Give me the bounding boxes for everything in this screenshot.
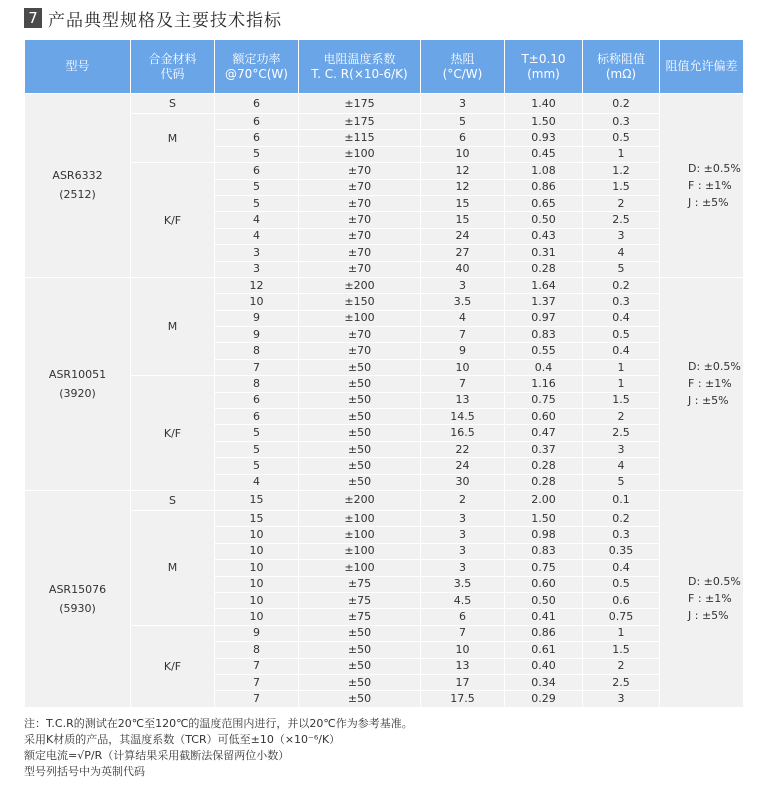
power-cell: 5 bbox=[215, 441, 299, 457]
model-name: ASR10051 bbox=[48, 367, 107, 381]
thermal-resistance-cell: 22 bbox=[421, 441, 505, 457]
tcr-cell: ±70 bbox=[299, 195, 421, 211]
resistance-cell: 0.75 bbox=[583, 609, 660, 625]
tcr-cell: ±75 bbox=[299, 609, 421, 625]
resistance-cell: 1.2 bbox=[583, 163, 660, 179]
thickness-cell: 0.40 bbox=[505, 658, 583, 674]
tcr-cell: ±75 bbox=[299, 576, 421, 592]
thermal-resistance-cell: 12 bbox=[421, 179, 505, 195]
thickness-cell: 0.4 bbox=[505, 359, 583, 375]
column-header-line: T±0.10 bbox=[521, 51, 566, 66]
column-header bbox=[660, 40, 744, 94]
alloy-code-cell: M bbox=[131, 510, 215, 625]
tolerance-line: F : ±1% bbox=[688, 178, 732, 192]
thickness-cell: 0.75 bbox=[505, 560, 583, 576]
tcr-cell: ±175 bbox=[299, 114, 421, 130]
note-line: 采用K材质的产品，其温度系数（TCR）可低至±10（×10⁻⁶/K） bbox=[24, 733, 341, 746]
resistance-cell: 0.2 bbox=[583, 510, 660, 526]
thermal-resistance-cell: 3.5 bbox=[421, 294, 505, 310]
resistance-cell: 0.4 bbox=[583, 343, 660, 359]
power-cell: 5 bbox=[215, 179, 299, 195]
power-cell: 4 bbox=[215, 474, 299, 490]
section-number-badge: 7 bbox=[24, 8, 42, 28]
tcr-cell: ±150 bbox=[299, 294, 421, 310]
tcr-cell: ±75 bbox=[299, 592, 421, 608]
table-row bbox=[25, 114, 744, 130]
thermal-resistance-cell: 24 bbox=[421, 458, 505, 474]
tcr-cell: ±100 bbox=[299, 560, 421, 576]
power-cell: 6 bbox=[215, 392, 299, 408]
resistance-cell: 0.4 bbox=[583, 310, 660, 326]
resistance-cell: 0.2 bbox=[583, 277, 660, 293]
thickness-cell: 0.50 bbox=[505, 592, 583, 608]
tcr-cell: ±100 bbox=[299, 527, 421, 543]
column-header bbox=[299, 40, 421, 94]
thickness-cell: 0.28 bbox=[505, 261, 583, 277]
column-header bbox=[215, 40, 299, 94]
resistance-cell: 3 bbox=[583, 441, 660, 457]
thickness-cell: 1.40 bbox=[505, 94, 583, 114]
tcr-cell: ±70 bbox=[299, 179, 421, 195]
power-cell: 10 bbox=[215, 609, 299, 625]
thickness-cell: 0.98 bbox=[505, 527, 583, 543]
thermal-resistance-cell: 13 bbox=[421, 658, 505, 674]
thickness-cell: 0.60 bbox=[505, 576, 583, 592]
power-cell: 4 bbox=[215, 228, 299, 244]
tcr-cell: ±50 bbox=[299, 458, 421, 474]
thickness-cell: 0.34 bbox=[505, 674, 583, 690]
power-cell: 5 bbox=[215, 195, 299, 211]
thickness-cell: 0.28 bbox=[505, 458, 583, 474]
thermal-resistance-cell: 9 bbox=[421, 343, 505, 359]
thermal-resistance-cell: 2 bbox=[421, 490, 505, 510]
power-cell: 5 bbox=[215, 146, 299, 162]
thermal-resistance-cell: 6 bbox=[421, 609, 505, 625]
thickness-cell: 0.47 bbox=[505, 425, 583, 441]
thickness-cell: 0.83 bbox=[505, 543, 583, 559]
table-row bbox=[25, 510, 744, 526]
power-cell: 6 bbox=[215, 114, 299, 130]
resistance-cell: 1 bbox=[583, 146, 660, 162]
power-cell: 9 bbox=[215, 310, 299, 326]
power-cell: 7 bbox=[215, 658, 299, 674]
power-cell: 5 bbox=[215, 425, 299, 441]
power-cell: 10 bbox=[215, 560, 299, 576]
thermal-resistance-cell: 10 bbox=[421, 642, 505, 658]
thickness-cell: 0.45 bbox=[505, 146, 583, 162]
resistance-cell: 2.5 bbox=[583, 674, 660, 690]
resistance-cell: 0.2 bbox=[583, 94, 660, 114]
model-imperial-code: (5930) bbox=[59, 601, 96, 615]
resistance-cell: 0.5 bbox=[583, 130, 660, 146]
tcr-cell: ±50 bbox=[299, 409, 421, 425]
thermal-resistance-cell: 16.5 bbox=[421, 425, 505, 441]
thermal-resistance-cell: 5 bbox=[421, 114, 505, 130]
thermal-resistance-cell: 7 bbox=[421, 327, 505, 343]
model-cell bbox=[25, 277, 131, 490]
tcr-cell: ±50 bbox=[299, 674, 421, 690]
tcr-cell: ±70 bbox=[299, 327, 421, 343]
tolerance-line: J : ±5% bbox=[688, 394, 729, 408]
thickness-cell: 0.83 bbox=[505, 327, 583, 343]
model-imperial-code: (2512) bbox=[59, 188, 96, 202]
power-cell: 6 bbox=[215, 130, 299, 146]
power-cell: 10 bbox=[215, 543, 299, 559]
resistance-cell: 0.5 bbox=[583, 576, 660, 592]
section-title bbox=[24, 6, 282, 30]
thickness-cell: 0.75 bbox=[505, 392, 583, 408]
tolerance-line: D: ±0.5% bbox=[688, 575, 741, 589]
power-cell: 6 bbox=[215, 409, 299, 425]
thermal-resistance-cell: 3.5 bbox=[421, 576, 505, 592]
thickness-cell: 0.43 bbox=[505, 228, 583, 244]
tcr-cell: ±100 bbox=[299, 310, 421, 326]
power-cell: 15 bbox=[215, 510, 299, 526]
power-cell: 15 bbox=[215, 490, 299, 510]
thermal-resistance-cell: 40 bbox=[421, 261, 505, 277]
column-header bbox=[583, 40, 660, 94]
column-header-line: 额定功率 bbox=[232, 51, 281, 66]
alloy-code-cell: K/F bbox=[131, 163, 215, 278]
notes bbox=[24, 716, 413, 780]
note-line: 注：T.C.R的测试在20℃至120℃的温度范围内进行，并以20℃作为参考基准。 bbox=[24, 717, 413, 730]
power-cell: 7 bbox=[215, 359, 299, 375]
resistance-cell: 1 bbox=[583, 625, 660, 641]
note-line: 型号列括号中为英制代码 bbox=[24, 765, 145, 778]
section-title-text: 产品典型规格及主要技术指标 bbox=[48, 10, 282, 31]
power-cell: 8 bbox=[215, 642, 299, 658]
tcr-cell: ±70 bbox=[299, 245, 421, 261]
column-header-line: (°C/W) bbox=[442, 66, 483, 81]
tcr-cell: ±50 bbox=[299, 376, 421, 392]
tcr-cell: ±175 bbox=[299, 94, 421, 114]
thickness-cell: 1.37 bbox=[505, 294, 583, 310]
tcr-cell: ±50 bbox=[299, 625, 421, 641]
tcr-cell: ±70 bbox=[299, 212, 421, 228]
thickness-cell: 0.65 bbox=[505, 195, 583, 211]
thermal-resistance-cell: 15 bbox=[421, 212, 505, 228]
power-cell: 4 bbox=[215, 212, 299, 228]
power-cell: 9 bbox=[215, 327, 299, 343]
resistance-cell: 1.5 bbox=[583, 642, 660, 658]
power-cell: 12 bbox=[215, 277, 299, 293]
column-header bbox=[131, 40, 215, 94]
resistance-cell: 2 bbox=[583, 195, 660, 211]
thermal-resistance-cell: 10 bbox=[421, 146, 505, 162]
thermal-resistance-cell: 13 bbox=[421, 392, 505, 408]
thermal-resistance-cell: 3 bbox=[421, 94, 505, 114]
thermal-resistance-cell: 15 bbox=[421, 195, 505, 211]
tcr-cell: ±50 bbox=[299, 441, 421, 457]
thermal-resistance-cell: 3 bbox=[421, 560, 505, 576]
tcr-cell: ±50 bbox=[299, 642, 421, 658]
resistance-cell: 1 bbox=[583, 359, 660, 375]
tolerance-line: J : ±5% bbox=[688, 609, 729, 623]
tolerance-cell bbox=[660, 94, 744, 278]
thickness-cell: 1.50 bbox=[505, 114, 583, 130]
tcr-cell: ±50 bbox=[299, 359, 421, 375]
table-row bbox=[25, 163, 744, 179]
power-cell: 6 bbox=[215, 163, 299, 179]
thickness-cell: 0.31 bbox=[505, 245, 583, 261]
tolerance-cell bbox=[660, 277, 744, 490]
alloy-code-cell: K/F bbox=[131, 376, 215, 491]
tcr-cell: ±100 bbox=[299, 146, 421, 162]
note-line: 额定电流=√P/R（计算结果采用截断法保留两位小数） bbox=[24, 749, 290, 762]
tolerance-line: F : ±1% bbox=[688, 592, 732, 606]
thermal-resistance-cell: 12 bbox=[421, 163, 505, 179]
tcr-cell: ±70 bbox=[299, 228, 421, 244]
alloy-code-cell: S bbox=[131, 94, 215, 114]
thermal-resistance-cell: 3 bbox=[421, 543, 505, 559]
column-header-line: 热阻 bbox=[450, 51, 475, 66]
tcr-cell: ±50 bbox=[299, 658, 421, 674]
thickness-cell: 1.16 bbox=[505, 376, 583, 392]
power-cell: 10 bbox=[215, 592, 299, 608]
resistance-cell: 2 bbox=[583, 409, 660, 425]
power-cell: 10 bbox=[215, 576, 299, 592]
table-row bbox=[25, 376, 744, 392]
thickness-cell: 0.28 bbox=[505, 474, 583, 490]
power-cell: 3 bbox=[215, 245, 299, 261]
thickness-cell: 0.93 bbox=[505, 130, 583, 146]
table-header-row bbox=[25, 40, 744, 94]
thermal-resistance-cell: 7 bbox=[421, 625, 505, 641]
table-row bbox=[25, 625, 744, 641]
thickness-cell: 1.08 bbox=[505, 163, 583, 179]
thermal-resistance-cell: 4 bbox=[421, 310, 505, 326]
resistance-cell: 5 bbox=[583, 261, 660, 277]
thermal-resistance-cell: 17 bbox=[421, 674, 505, 690]
resistance-cell: 2.5 bbox=[583, 425, 660, 441]
spec-table bbox=[24, 39, 744, 708]
resistance-cell: 5 bbox=[583, 474, 660, 490]
alloy-code-cell: K/F bbox=[131, 625, 215, 707]
resistance-cell: 2 bbox=[583, 658, 660, 674]
column-header-line: 阻值允许偏差 bbox=[665, 59, 738, 73]
tolerance-line: D: ±0.5% bbox=[688, 360, 741, 374]
thermal-resistance-cell: 3 bbox=[421, 510, 505, 526]
tolerance-line: D: ±0.5% bbox=[688, 161, 741, 175]
resistance-cell: 0.5 bbox=[583, 327, 660, 343]
thickness-cell: 0.37 bbox=[505, 441, 583, 457]
model-name: ASR6332 bbox=[52, 169, 103, 183]
thickness-cell: 0.41 bbox=[505, 609, 583, 625]
thickness-cell: 0.60 bbox=[505, 409, 583, 425]
tolerance-line: F : ±1% bbox=[688, 377, 732, 391]
model-imperial-code: (3920) bbox=[59, 386, 96, 400]
power-cell: 10 bbox=[215, 527, 299, 543]
tcr-cell: ±50 bbox=[299, 425, 421, 441]
tcr-cell: ±100 bbox=[299, 510, 421, 526]
tcr-cell: ±100 bbox=[299, 543, 421, 559]
thickness-cell: 1.64 bbox=[505, 277, 583, 293]
thermal-resistance-cell: 6 bbox=[421, 130, 505, 146]
power-cell: 7 bbox=[215, 674, 299, 690]
table-row bbox=[25, 94, 744, 114]
table-row bbox=[25, 277, 744, 293]
alloy-code-cell: M bbox=[131, 277, 215, 375]
resistance-cell: 0.6 bbox=[583, 592, 660, 608]
thermal-resistance-cell: 3 bbox=[421, 277, 505, 293]
thermal-resistance-cell: 17.5 bbox=[421, 691, 505, 707]
thermal-resistance-cell: 30 bbox=[421, 474, 505, 490]
column-header bbox=[25, 40, 131, 94]
resistance-cell: 0.3 bbox=[583, 527, 660, 543]
power-cell: 8 bbox=[215, 376, 299, 392]
tcr-cell: ±200 bbox=[299, 277, 421, 293]
column-header bbox=[421, 40, 505, 94]
resistance-cell: 1 bbox=[583, 376, 660, 392]
tcr-cell: ±50 bbox=[299, 691, 421, 707]
tcr-cell: ±50 bbox=[299, 474, 421, 490]
tcr-cell: ±50 bbox=[299, 392, 421, 408]
thickness-cell: 0.29 bbox=[505, 691, 583, 707]
tcr-cell: ±70 bbox=[299, 343, 421, 359]
thermal-resistance-cell: 3 bbox=[421, 527, 505, 543]
power-cell: 3 bbox=[215, 261, 299, 277]
thermal-resistance-cell: 10 bbox=[421, 359, 505, 375]
column-header-line: 电阻温度系数 bbox=[323, 51, 396, 66]
tcr-cell: ±70 bbox=[299, 163, 421, 179]
thickness-cell: 0.61 bbox=[505, 642, 583, 658]
alloy-code-cell: M bbox=[131, 114, 215, 163]
thickness-cell: 0.55 bbox=[505, 343, 583, 359]
resistance-cell: 4 bbox=[583, 458, 660, 474]
model-name: ASR15076 bbox=[48, 582, 107, 596]
resistance-cell: 0.4 bbox=[583, 560, 660, 576]
model-cell bbox=[25, 490, 131, 707]
thermal-resistance-cell: 14.5 bbox=[421, 409, 505, 425]
resistance-cell: 0.3 bbox=[583, 114, 660, 130]
resistance-cell: 0.35 bbox=[583, 543, 660, 559]
power-cell: 8 bbox=[215, 343, 299, 359]
resistance-cell: 2.5 bbox=[583, 212, 660, 228]
resistance-cell: 1.5 bbox=[583, 179, 660, 195]
power-cell: 5 bbox=[215, 458, 299, 474]
column-header-line: @70°C(W) bbox=[225, 66, 288, 81]
power-cell: 9 bbox=[215, 625, 299, 641]
thermal-resistance-cell: 27 bbox=[421, 245, 505, 261]
alloy-code-cell: S bbox=[131, 490, 215, 510]
resistance-cell: 0.1 bbox=[583, 490, 660, 510]
tolerance-line: J : ±5% bbox=[688, 195, 729, 209]
column-header bbox=[505, 40, 583, 94]
thermal-resistance-cell: 4.5 bbox=[421, 592, 505, 608]
thickness-cell: 1.50 bbox=[505, 510, 583, 526]
resistance-cell: 4 bbox=[583, 245, 660, 261]
column-header-line: T. C. R(×10-6/K) bbox=[311, 66, 408, 81]
tcr-cell: ±70 bbox=[299, 261, 421, 277]
column-header-line: 型号 bbox=[65, 59, 90, 73]
thickness-cell: 0.97 bbox=[505, 310, 583, 326]
column-header-line: (mΩ) bbox=[605, 66, 637, 81]
tcr-cell: ±200 bbox=[299, 490, 421, 510]
resistance-cell: 3 bbox=[583, 228, 660, 244]
tolerance-cell bbox=[660, 490, 744, 707]
resistance-cell: 3 bbox=[583, 691, 660, 707]
model-cell bbox=[25, 94, 131, 278]
thickness-cell: 0.50 bbox=[505, 212, 583, 228]
resistance-cell: 1.5 bbox=[583, 392, 660, 408]
thickness-cell: 0.86 bbox=[505, 179, 583, 195]
power-cell: 10 bbox=[215, 294, 299, 310]
thickness-cell: 0.86 bbox=[505, 625, 583, 641]
resistance-cell: 0.3 bbox=[583, 294, 660, 310]
thermal-resistance-cell: 24 bbox=[421, 228, 505, 244]
table-row bbox=[25, 490, 744, 510]
tcr-cell: ±115 bbox=[299, 130, 421, 146]
column-header-line: 合金材料 bbox=[148, 51, 197, 66]
power-cell: 6 bbox=[215, 94, 299, 114]
power-cell: 7 bbox=[215, 691, 299, 707]
column-header-line: 标称阻值 bbox=[596, 51, 645, 66]
column-header-line: (mm) bbox=[527, 66, 560, 81]
thermal-resistance-cell: 7 bbox=[421, 376, 505, 392]
thickness-cell: 2.00 bbox=[505, 490, 583, 510]
column-header-line: 代码 bbox=[160, 66, 185, 81]
